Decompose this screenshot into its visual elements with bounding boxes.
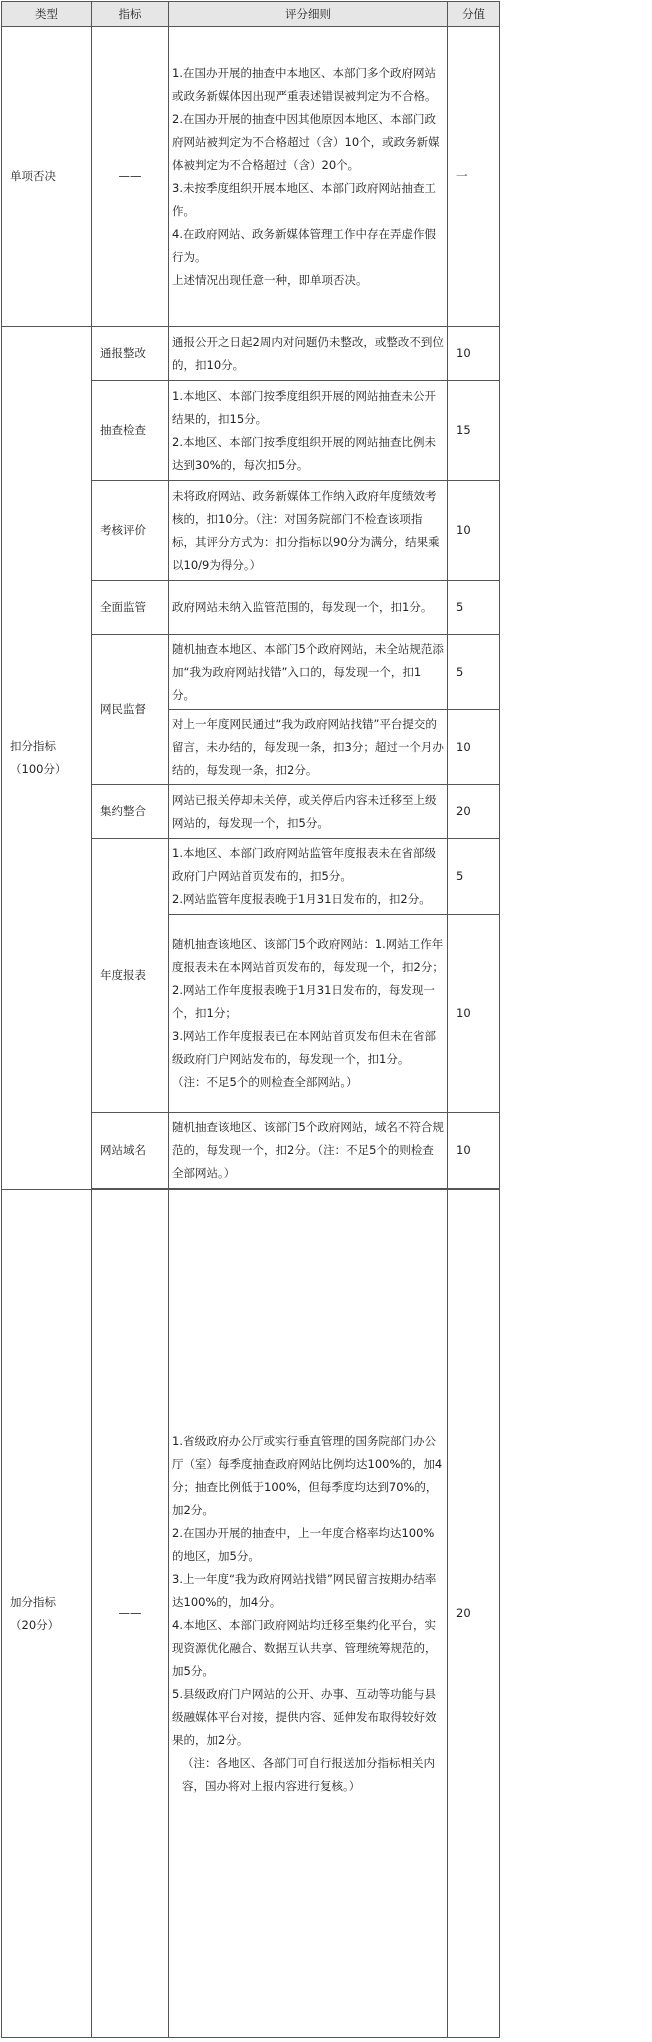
bonus-type-name: 加分指标 xyxy=(10,1594,56,1609)
veto-type: 单项否决 xyxy=(2,27,92,327)
details-quanmian xyxy=(169,581,448,635)
header-score: 分值 xyxy=(448,2,500,27)
indicator-niandu: 年度报表 xyxy=(92,839,169,1113)
deduct-type-points: （100分） xyxy=(10,762,67,776)
veto-score: 一 xyxy=(448,27,500,327)
score-quanmian: 5 xyxy=(448,581,500,635)
detail-line: 1.本地区、本部门政府网站监管年度报表未在省部级政府门户网站首页发布的，扣5分。 xyxy=(172,846,436,883)
indicator-tongbao: 通报整改 xyxy=(92,327,169,381)
indicator-jiyue: 集约整合 xyxy=(92,785,169,839)
score-wangmin-1: 5 xyxy=(448,635,500,710)
score-jiyue: 20 xyxy=(448,785,500,839)
detail-line: 网站已报关停却未关停，或关停后内容未迁移至上级网站的，每发现一个，扣5分。 xyxy=(172,792,437,830)
detail-line: 3.网站工作年度报表已在本网站首页发布但未在省部级政府门户网站发布的，每发现一个，扣1分。 xyxy=(172,1029,436,1066)
detail-line: 1.省级政府办公厅或实行垂直管理的国务院部门办公厅（室）每季度抽查政府网站比例均达100%的，加4分；抽查比例低于100%，但每季度均达到70%的，加2分。 xyxy=(172,1433,443,1517)
detail-line: 2.网站工作年度报表晚于1月31日发布的，每发现一个，扣1分； xyxy=(172,983,435,1020)
detail-line: 随机抽查该地区、该部门5个政府网站，域名不符合规范的，每发现一个，扣2分。（注：不足5个的则检查全部网站。） xyxy=(172,1120,444,1180)
detail-line: 3.上一年度“我为政府网站找错”网民留言按期办结率达100%的，加4分。 xyxy=(172,1571,437,1609)
detail-line: 3.未按季度组织开展本地区、本部门政府网站抽查工作。 xyxy=(172,180,436,218)
indicator-kaohe: 考核评价 xyxy=(92,481,169,581)
bonus-score: 20 xyxy=(448,1190,500,2038)
details-tongbao xyxy=(169,327,448,381)
detail-line: 5.县级政府门户网站的公开、办事、互动等功能与县级融媒体平台对接，提供内容、延伸发布取得较好效果的，加2分。 xyxy=(172,1686,437,1747)
detail-line: 随机抽查该地区、该部门5个政府网站：1.网站工作年度报表未在本网站首页发布的，每发现一个，扣2分； xyxy=(172,937,444,974)
detail-line: 2.在国办开展的抽查中，上一年度合格率均达100%的地区，加5分。 xyxy=(172,1525,435,1563)
indicator-wangmin: 网民监督 xyxy=(92,635,169,785)
score-choucha: 15 xyxy=(448,381,500,481)
deduct-type xyxy=(2,327,92,1190)
score-niandu-1: 5 xyxy=(448,839,500,915)
detail-line: 4.在政府网站、政务新媒体管理工作中存在弄虚作假行为。 xyxy=(172,226,436,264)
veto-details xyxy=(169,27,448,327)
detail-line: 未将政府网站、政务新媒体工作纳入政府年度绩效考核的，扣10分。（注：对国务院部门不检查该项指标，其评分方式为：扣分指标以90分为满分，结果乘以10/9为得分。） xyxy=(172,488,440,572)
detail-line: 2.本地区、本部门按季度组织开展的网站抽查比例未达到30%的，每次扣5分。 xyxy=(172,434,436,472)
bonus-type-points: （20分） xyxy=(10,1617,60,1632)
score-kaohe: 10 xyxy=(448,481,500,581)
score-wangmin-2: 10 xyxy=(448,710,500,785)
detail-line: 上述情况出现任意一种，即单项否决。 xyxy=(172,272,368,287)
veto-row xyxy=(2,27,500,327)
detail-line: 1.在国办开展的抽查中本地区、本部门多个政府网站或政务新媒体因出现严重表述错误被判定为不合格。 xyxy=(172,65,437,103)
scoring-table xyxy=(1,1,500,2038)
detail-line: 政府网站未纳入监管范围的，每发现一个，扣1分。 xyxy=(172,600,433,614)
veto-indicator: —— xyxy=(92,27,169,327)
detail-line: 随机抽查本地区、本部门5个政府网站，未全站规范添加“我为政府网站找错”入口的，每发现一个，扣1分。 xyxy=(172,641,444,702)
bonus-type xyxy=(2,1190,92,2038)
details-wangmin-2 xyxy=(169,710,448,785)
detail-line: 1.本地区、本部门按季度组织开展的网站抽查未公开结果的，扣15分。 xyxy=(172,388,436,426)
bonus-indicator: —— xyxy=(92,1190,169,2038)
deduct-row-tongbao xyxy=(2,327,500,381)
header-details: 评分细则 xyxy=(169,2,448,27)
score-tongbao: 10 xyxy=(448,327,500,381)
score-niandu-2: 10 xyxy=(448,915,500,1113)
detail-line: 通报公开之日起2周内对问题仍未整改，或整改不到位的，扣10分。 xyxy=(172,334,444,372)
details-jiyue xyxy=(169,785,448,839)
details-choucha xyxy=(169,381,448,481)
detail-line: 2.网站监管年度报表晚于1月31日发布的，扣2分。 xyxy=(172,892,431,906)
bonus-row xyxy=(2,1190,500,2038)
indicator-quanmian: 全面监管 xyxy=(92,581,169,635)
details-wangmin-1 xyxy=(169,635,448,710)
header-indicator: 指标 xyxy=(92,2,169,27)
detail-line: 4.本地区、本部门政府网站均迁移至集约化平台，实现资源优化融合、数据互认共享、管理统筹规范的，加5分。 xyxy=(172,1617,437,1678)
details-niandu-1 xyxy=(169,839,448,915)
header-type: 类型 xyxy=(2,2,92,27)
details-niandu-2 xyxy=(169,915,448,1113)
deduct-type-name: 扣分指标 xyxy=(10,739,56,753)
header-row xyxy=(2,2,500,27)
details-kaohe xyxy=(169,481,448,581)
bonus-details xyxy=(169,1190,448,2038)
indicator-yuming: 网站域名 xyxy=(92,1113,169,1189)
detail-line: 2.在国办开展的抽查中因其他原因本地区、本部门政府网站被判定为不合格超过（含）10个，或政务新媒体被判定为不合格超过（含）20个。 xyxy=(172,111,440,172)
score-yuming: 10 xyxy=(448,1113,500,1189)
details-yuming xyxy=(169,1113,448,1189)
detail-line: （注：不足5个的则检查全部网站。） xyxy=(172,1075,358,1089)
indicator-choucha: 抽查检查 xyxy=(92,381,169,481)
detail-line: 对上一年度网民通过“我为政府网站找错”平台提交的留言，未办结的，每发现一条，扣3分；超过一个月办结的，每发现一条，扣2分。 xyxy=(172,716,444,777)
detail-note: （注：各地区、各部门可自行报送加分指标相关内容，国办将对上报内容进行复核。） xyxy=(182,1755,435,1793)
